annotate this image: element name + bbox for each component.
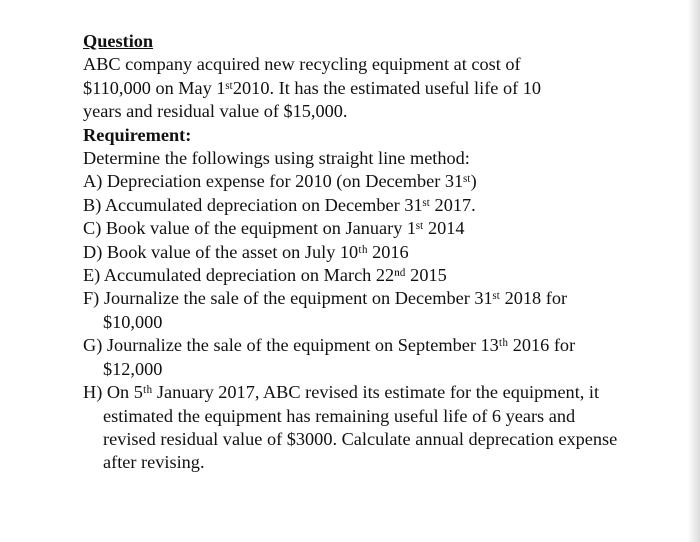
- requirement-heading: Requirement:: [83, 124, 192, 145]
- question-document: [83, 30, 683, 475]
- requirement-item-c: C) Book value of the equipment on January 1ˢᵗ 2014: [83, 218, 465, 239]
- requirement-item-f: F) Journalize the sale of the equipment on December 31ˢᵗ 2018 for $10,000: [83, 288, 568, 332]
- page-edge-shadow: [688, 0, 700, 542]
- requirement-item-h: H) On 5ᵗʰ January 2017, ABC revised its estimate for the equipment, it estimated the equipment has remaining useful life of 6 years and revised residual value of $3000. Calculate annual deprecation expense after revising.: [83, 382, 618, 473]
- question-text-line-1: ABC company acquired new recycling equipment at cost of: [83, 54, 521, 75]
- requirement-item-g: G) Journalize the sale of the equipment on September 13ᵗʰ 2016 for $12,000: [83, 335, 576, 379]
- question-heading: Question: [83, 31, 154, 51]
- requirement-item-a: A) Depreciation expense for 2010 (on December 31ˢᵗ): [83, 171, 477, 192]
- requirement-intro: Determine the followings using straight line method:: [83, 148, 470, 169]
- requirement-item-d: D) Book value of the asset on July 10ᵗʰ 2016: [83, 241, 409, 262]
- question-text-line-2: $110,000 on May 1ˢᵗ2010. It has the estimated useful life of 10: [83, 77, 542, 98]
- requirement-item-e: E) Accumulated depreciation on March 22ⁿᵈ 2015: [83, 265, 447, 286]
- question-text-line-3: years and residual value of $15,000.: [83, 101, 348, 122]
- requirement-item-b: B) Accumulated depreciation on December 31ˢᵗ 2017.: [83, 194, 476, 215]
